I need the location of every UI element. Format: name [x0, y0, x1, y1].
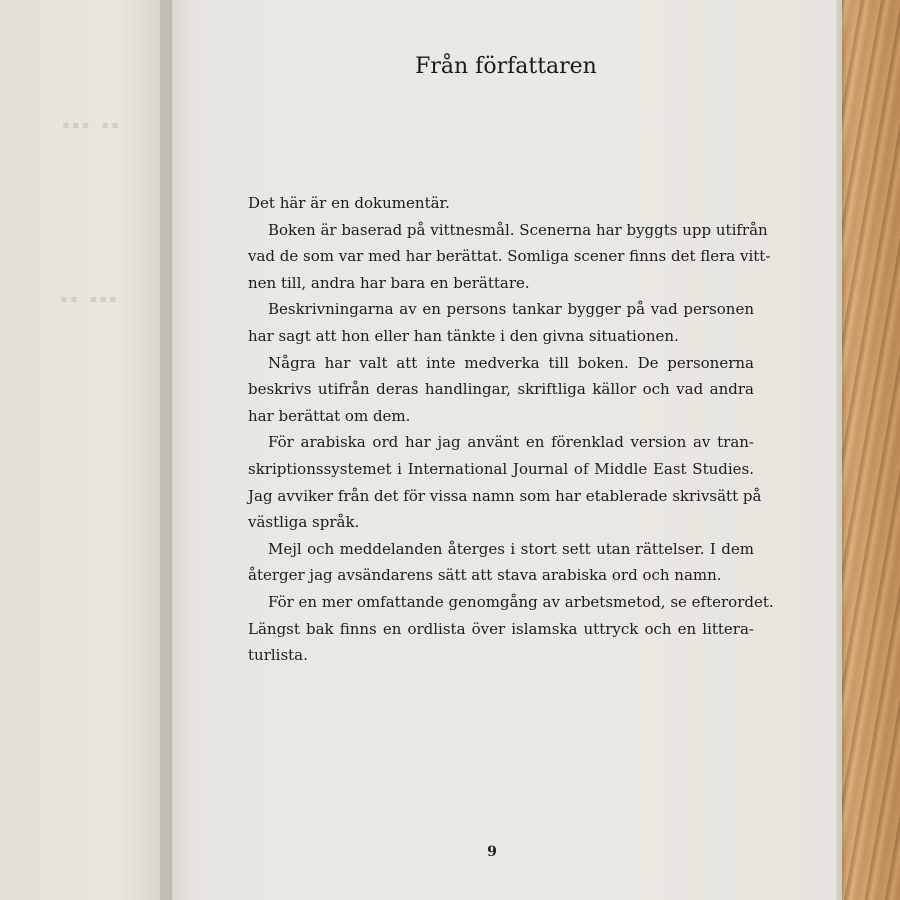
left-page	[0, 0, 172, 900]
bleed-through-mark: ▪▪▪ ▪▪	[62, 118, 121, 133]
bleed-through-mark: ▪▪ ▪▪▪	[60, 292, 119, 307]
text-line: västliga språk.	[248, 513, 360, 532]
text-line: har sagt att hon eller han tänkte i den givna situationen.	[248, 326, 679, 345]
text-line: Boken är baserad på vittnesmål. Scenerna har byggts upp utifrån	[268, 220, 768, 239]
text-line: Jag avviker från det för vissa namn som har etablerade skrivsätt på	[248, 486, 762, 505]
text-line: Det här är en dokumentär.	[248, 194, 450, 212]
page-edge	[836, 0, 842, 900]
book-gutter-shadow	[160, 0, 190, 900]
text-line: skriptionssystemet i International Journal of Middle East Studies.	[248, 459, 754, 478]
text-line: har berättat om dem.	[248, 406, 411, 425]
text-line: Mejl och meddelanden återges i stort sett utan rättelser. I dem	[268, 539, 754, 558]
text-line: För arabiska ord har jag använt en förenklad version av tran-	[268, 433, 754, 452]
text-line: För en mer omfattande genomgång av arbetsmetod, se efterordet.	[268, 592, 774, 611]
text-line: turlista.	[248, 646, 308, 665]
text-line: Beskrivningarna av en persons tankar bygger på vad personen	[268, 300, 754, 319]
page-number: 9	[487, 844, 497, 860]
text-line: Några har valt att inte medverka till boken. De personerna	[268, 353, 754, 372]
text-line: återger jag avsändarens sätt att stava arabiska ord och namn.	[248, 566, 722, 585]
text-line: Längst bak finns en ordlista över islamska uttryck och en littera-	[248, 619, 754, 638]
text-line: beskrivs utifrån deras handlingar, skriftliga källor och vad andra	[248, 380, 754, 399]
text-line: nen till, andra har bara en berättare.	[248, 273, 530, 292]
body-text	[248, 190, 774, 669]
text-line: vad de som var med har berättat. Somliga scener finns det flera vitt-	[248, 247, 771, 266]
chapter-title: Från författaren	[415, 54, 597, 79]
